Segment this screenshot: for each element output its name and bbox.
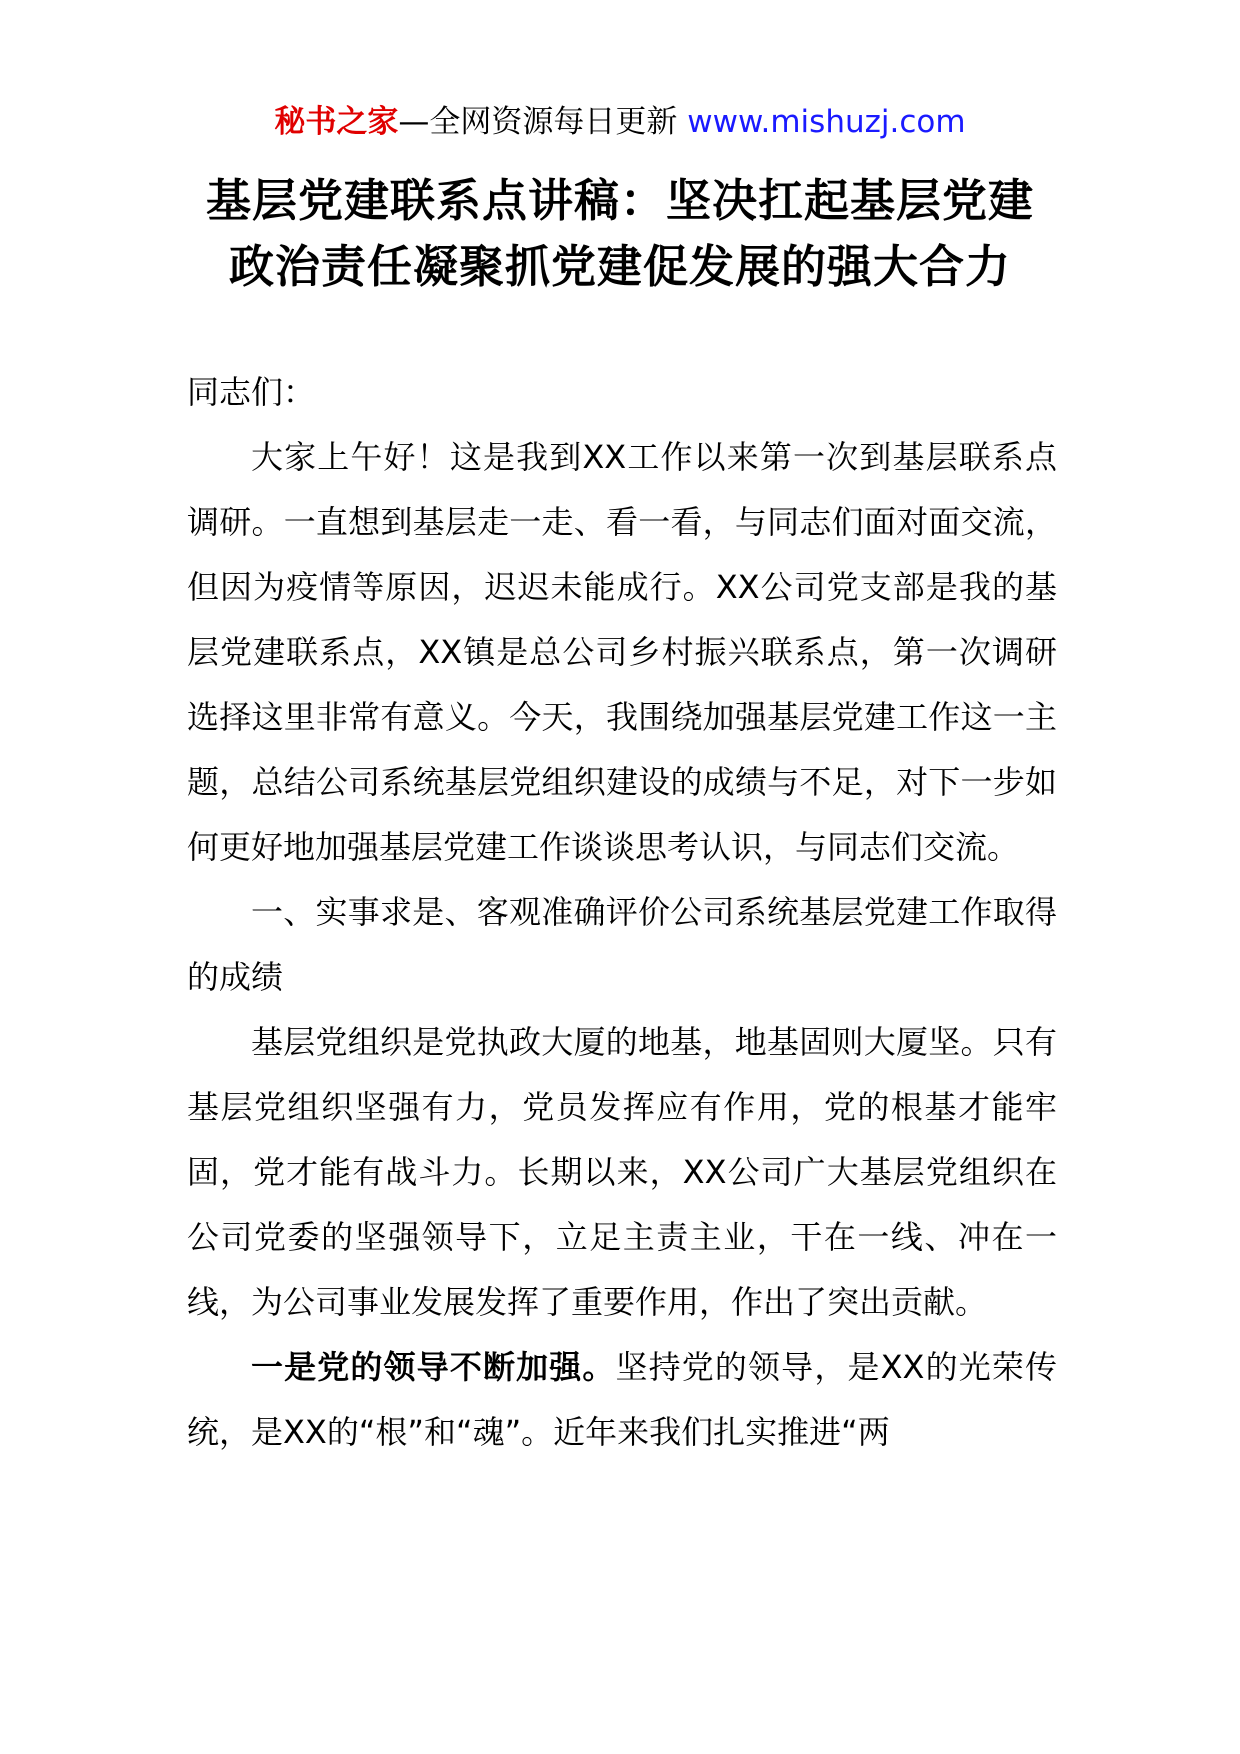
brand-name: 秘书之家 [274,104,399,140]
paragraph-lead-bold: 一是党的领导不断加强。 [251,1348,616,1386]
paragraph-leadership [187,1335,1057,1465]
document-body [187,360,1057,1465]
section-heading-1: 一、实事求是、客观准确评价公司系统基层党建工作取得的成绩 [187,893,1057,996]
salutation: 同志们： [187,373,316,411]
site-url[interactable]: www.mishuzj.com [687,104,966,140]
site-header [0,100,1240,144]
paragraph-intro: 大家上午好！这是我到XX工作以来第一次到基层联系点调研。一直想到基层走一走、看一看，与同志们面对面交流，但因为疫情等原因，迟迟未能成行。XX公司党支部是我的基层党建联系点，XX镇是总公司乡村振兴联系点，第一次调研选择这里非常有意义。今天，我围绕加强基层党建工作这一主题，总结公司系统基层党组织建设的成绩与不足，对下一步如何更好地加强基层党建工作谈谈思考认识，与同志们交流。 [187,438,1057,866]
title-line-2: 政治责任凝聚抓党建促发展的强大合力 [228,240,1011,293]
header-tagline: —全网资源每日更新 [398,104,688,140]
document-title [150,168,1090,300]
paragraph-achievements: 基层党组织是党执政大厦的地基，地基固则大厦坚。只有基层党组织坚强有力，党员发挥应有作用，党的根基才能牢固，党才能有战斗力。长期以来，XX公司广大基层党组织在公司党委的坚强领导下，立足主责主业，干在一线、冲在一线，为公司事业发展发挥了重要作用，作出了突出贡献。 [187,1023,1057,1321]
paragraph-lead-rest: 坚持党的领导，是XX的光荣传统，是XX的“根”和“魂”。近年来我们扎实推进“两 [187,1348,1057,1451]
title-line-1: 基层党建联系点讲稿：坚决扛起基层党建 [205,174,1034,227]
